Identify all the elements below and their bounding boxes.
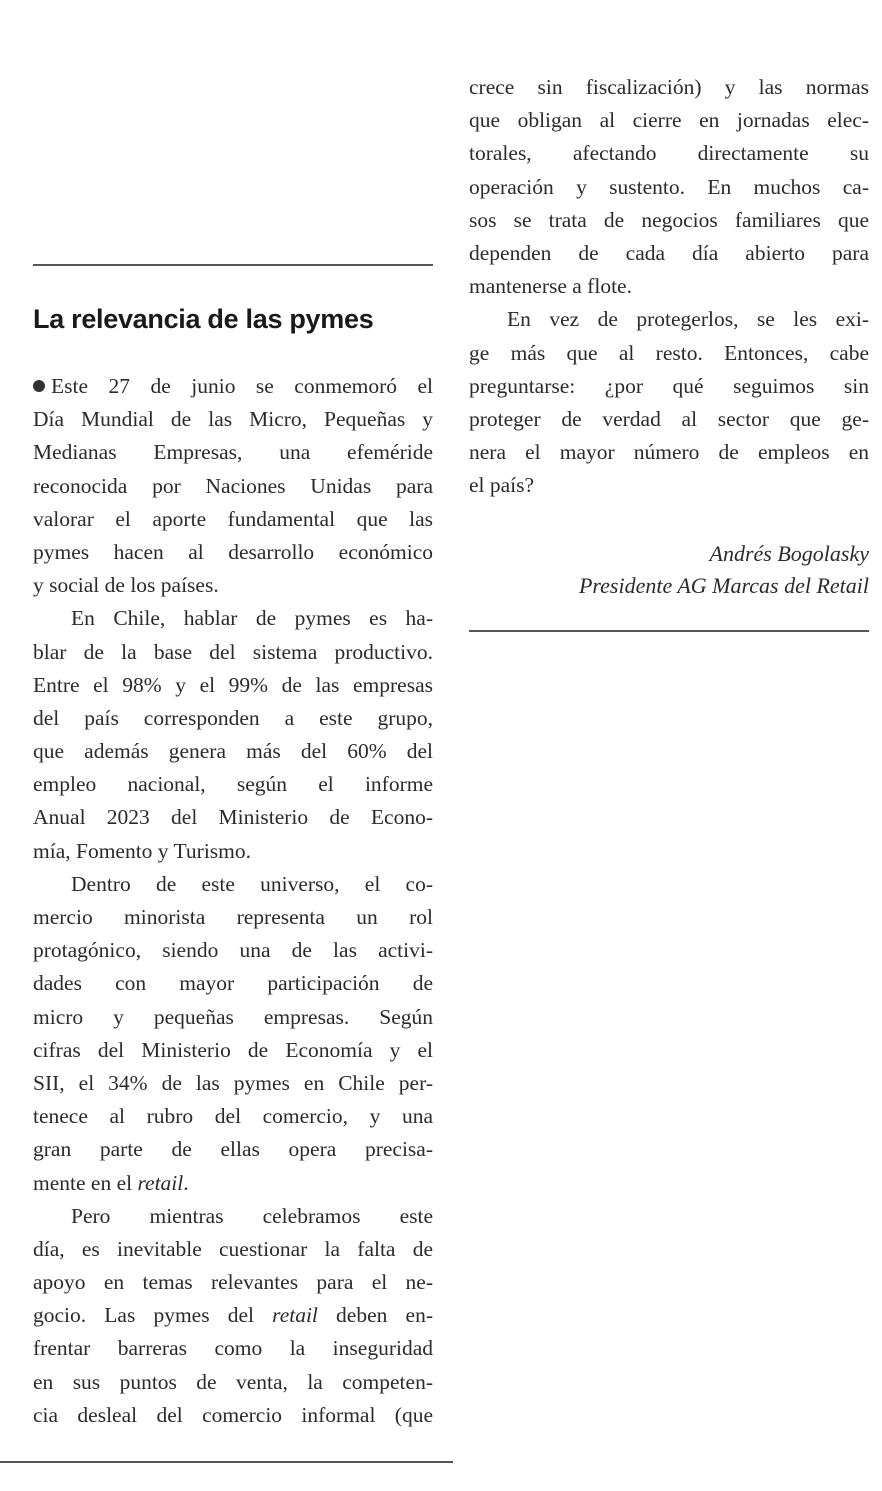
- body-line: gran parte de ellas opera precisa-: [33, 1137, 433, 1162]
- body-line: empleo nacional, según el informe: [33, 772, 433, 797]
- body-line: que obligan al cierre en jornadas elec-: [469, 108, 869, 133]
- author-title: Presidente AG Marcas del Retail: [578, 573, 869, 598]
- body-line: apoyo en temas relevantes para el ne-: [33, 1270, 433, 1295]
- article-body-left-column: [33, 370, 433, 1432]
- body-line: dades con mayor participación de: [33, 971, 433, 996]
- body-line: mercio minorista representa un rol: [33, 905, 433, 929]
- body-line: nera el mayor número de empleos en: [469, 440, 869, 465]
- body-line: En vez de protegerlos, se les exi-: [507, 307, 869, 332]
- body-line: en sus puntos de venta, la competen-: [33, 1369, 433, 1394]
- body-line: torales, afectando directamente su: [469, 141, 869, 166]
- body-line: Anual 2023 del Ministerio de Econo-: [33, 805, 433, 830]
- body-line: mantenerse a flote.: [469, 274, 632, 299]
- article-headline: La relevancia de las pymes: [33, 304, 374, 334]
- article-body-right-column: [469, 71, 869, 502]
- body-line: ge más que al resto. Entonces, cabe: [469, 340, 869, 365]
- body-line: cia desleal del comercio informal (que: [33, 1402, 433, 1427]
- body-line: pymes hacen al desarrollo económico: [33, 539, 433, 564]
- body-line: dependen de cada día abierto para: [469, 240, 869, 265]
- body-line: blar de la base del sistema productivo.: [33, 639, 433, 664]
- body-line: En Chile, hablar de pymes es ha-: [71, 606, 433, 631]
- body-line: que además genera más del 60% del: [33, 739, 433, 764]
- section-divider-top: [33, 264, 433, 266]
- author-name: Andrés Bogolasky: [709, 541, 869, 566]
- body-line: micro y pequeñas empresas. Según: [33, 1004, 433, 1029]
- body-line: proteger de verdad al sector que ge-: [469, 406, 869, 431]
- body-line: Día Mundial de las Micro, Pequeñas y: [33, 407, 433, 432]
- section-divider-bottom: [0, 1461, 453, 1463]
- body-line: del país corresponden a este grupo,: [33, 705, 433, 730]
- body-line: reconocida por Naciones Unidas para: [33, 473, 433, 498]
- body-line: preguntarse: ¿por qué seguimos sin: [469, 373, 869, 398]
- body-line: y social de los países.: [33, 573, 219, 598]
- italic-term: retail: [137, 1170, 184, 1195]
- body-line: Entre el 98% y el 99% de las empresas: [33, 672, 433, 697]
- body-line: Este 27 de junio se conmemoró el: [33, 370, 433, 403]
- body-line: cifras del Ministerio de Economía y el: [33, 1037, 433, 1062]
- body-line: valorar el aporte fundamental que las: [33, 506, 433, 531]
- body-line: mente en el retail.: [33, 1170, 189, 1195]
- body-line: crece sin fiscalización) y las normas: [469, 75, 869, 99]
- body-line: frentar barreras como la inseguridad: [33, 1336, 433, 1361]
- bullet-icon: [33, 380, 45, 392]
- body-line: operación y sustento. En muchos ca-: [469, 174, 869, 199]
- body-line: protagónico, siendo una de las activi-: [33, 938, 433, 963]
- body-line: tenece al rubro del comercio, y una: [33, 1104, 433, 1129]
- body-line: gocio. Las pymes del retail deben en-: [33, 1303, 433, 1328]
- author-signature: [469, 538, 869, 602]
- body-line: SII, el 34% de las pymes en Chile per-: [33, 1070, 433, 1095]
- body-line: Dentro de este universo, el co-: [71, 871, 433, 896]
- body-line: mía, Fomento y Turismo.: [33, 838, 252, 863]
- italic-term: retail: [272, 1303, 318, 1328]
- body-line: sos se trata de negocios familiares que: [469, 207, 869, 232]
- body-line: Pero mientras celebramos este: [71, 1203, 433, 1228]
- body-line: el país?: [469, 473, 535, 498]
- signature-divider: [469, 630, 869, 632]
- body-line: día, es inevitable cuestionar la falta de: [33, 1236, 433, 1261]
- body-line: Medianas Empresas, una efeméride: [33, 440, 433, 465]
